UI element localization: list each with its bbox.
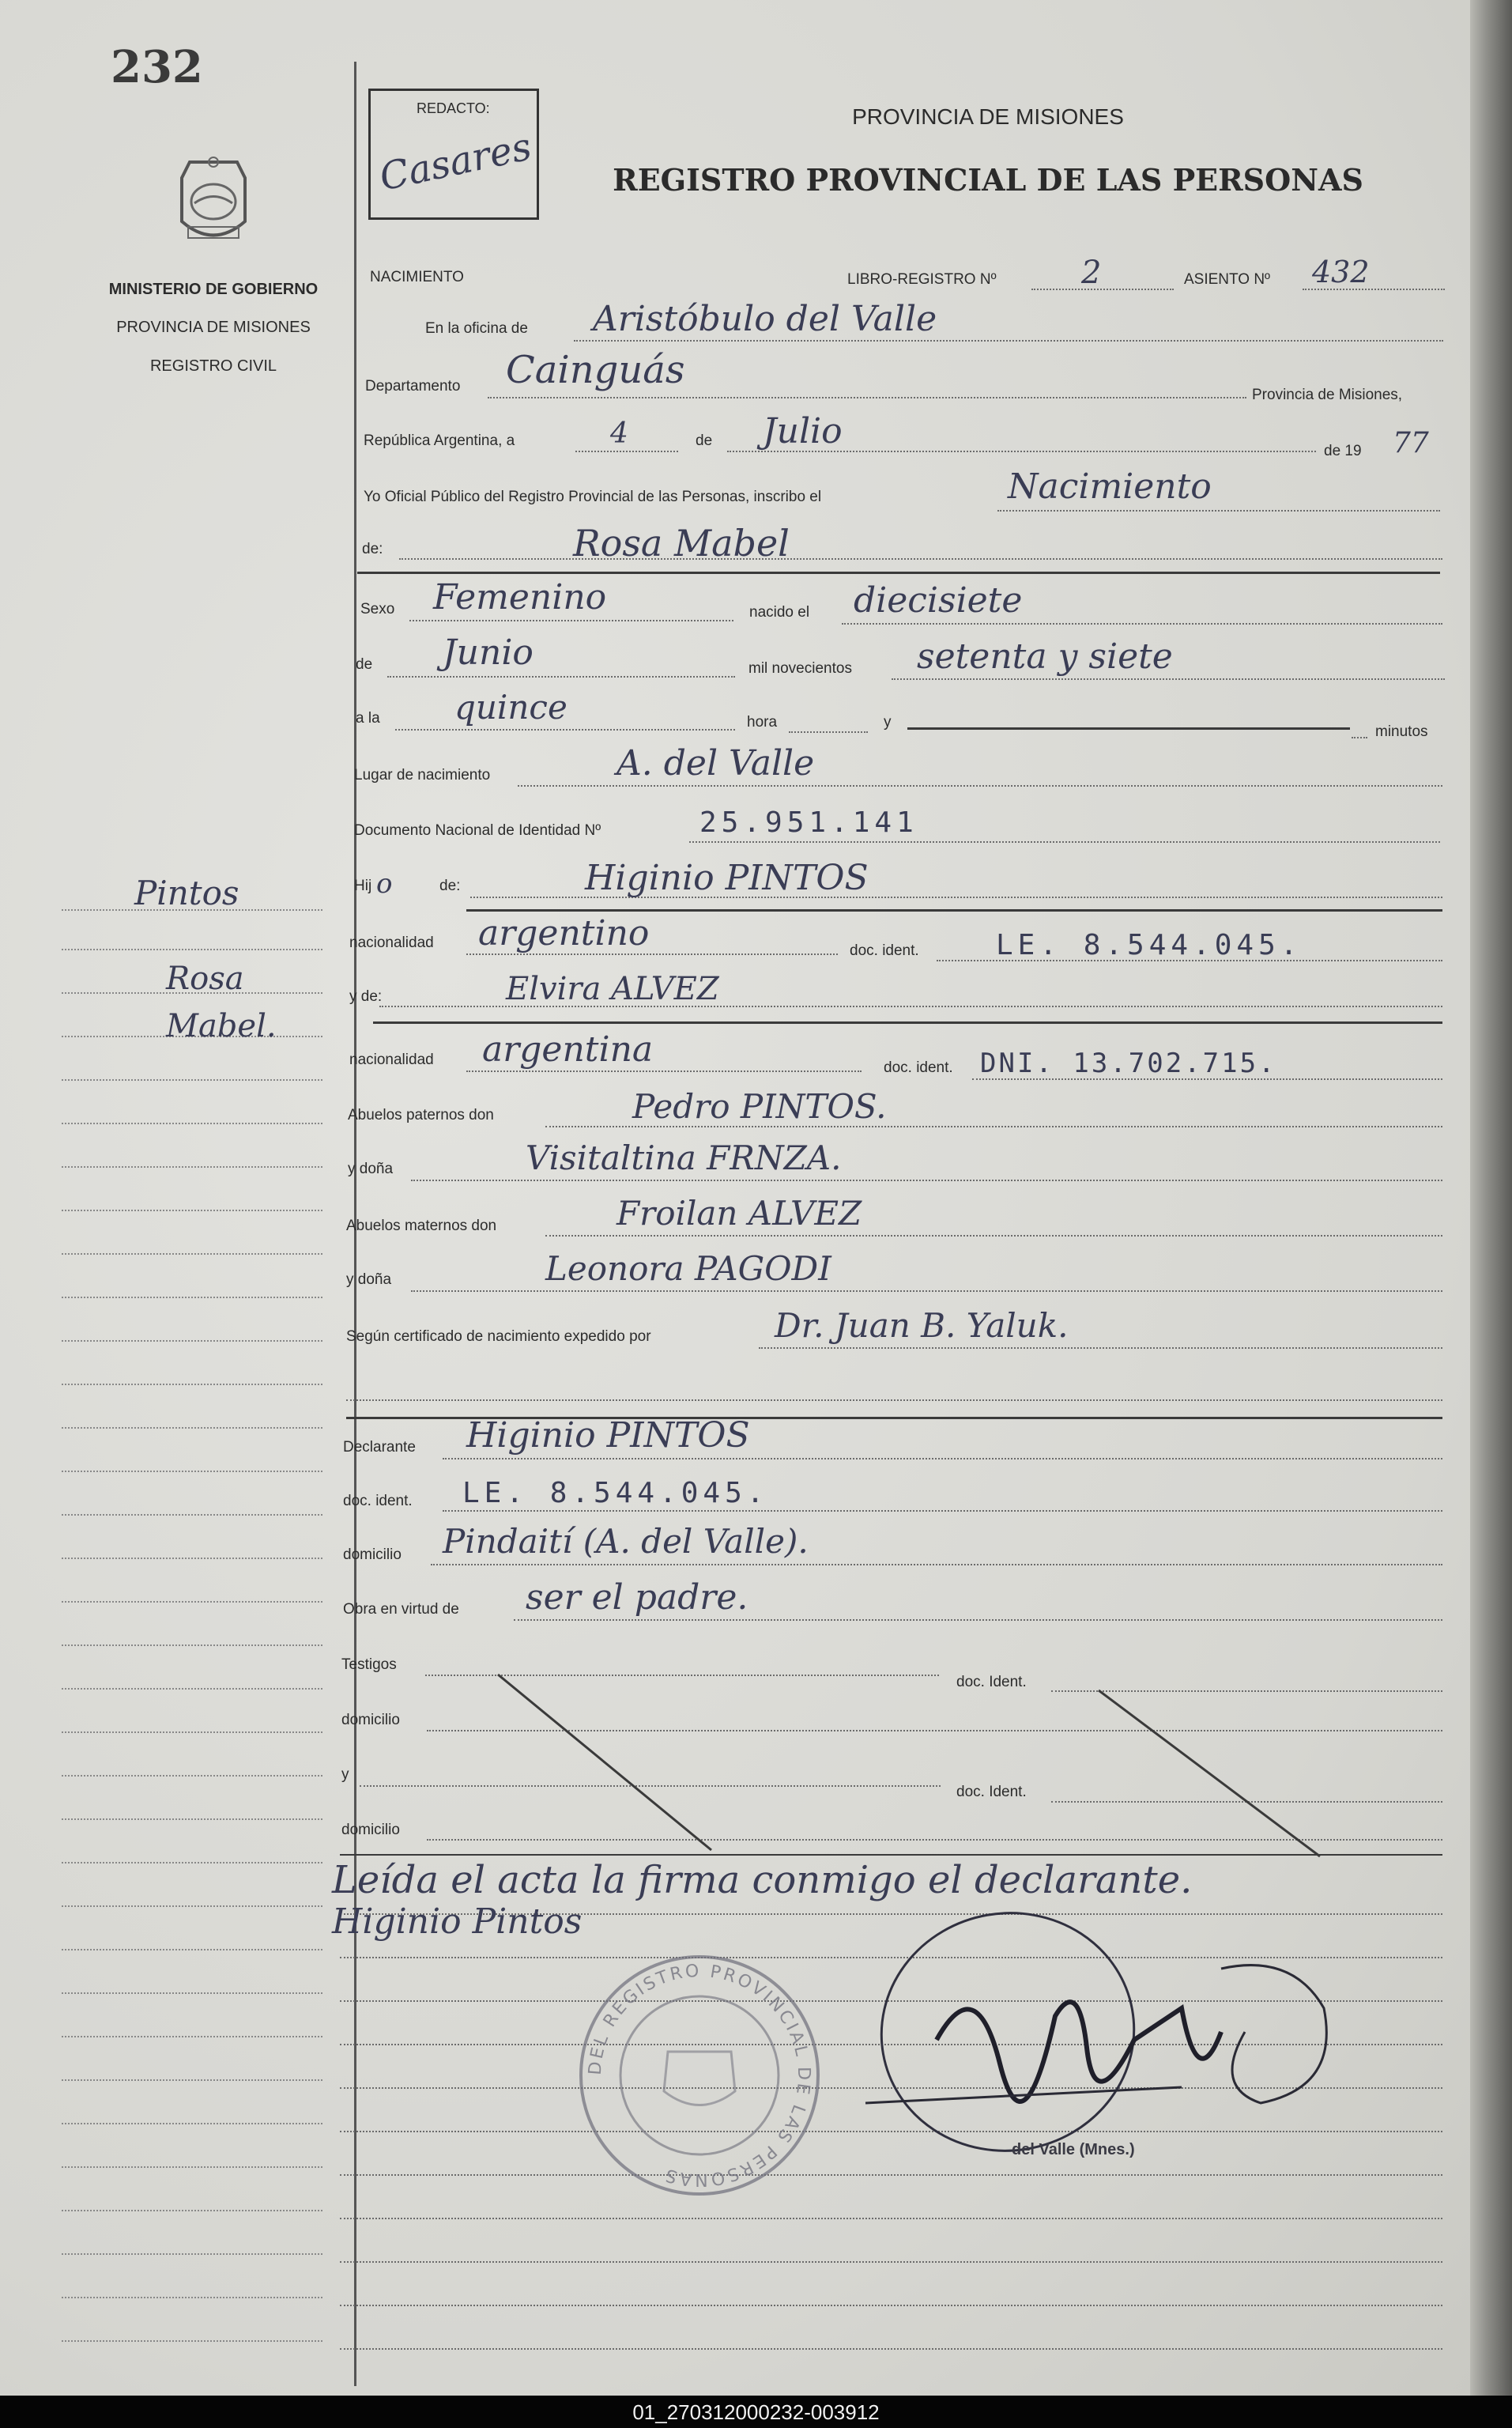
ala-label: a la (356, 710, 380, 727)
madre-value: Elvira ALVEZ (506, 971, 719, 1007)
testigos-strike (474, 1660, 1344, 1866)
provincia-suffix: Provincia de Misiones, (1252, 387, 1403, 403)
nacido-value: diecisiete (854, 580, 1023, 621)
mes-nac-value: Junio (443, 632, 534, 673)
header-province: PROVINCIA DE MISIONES (852, 104, 1124, 129)
rule-2 (466, 909, 1442, 912)
hijo-de-label: de: (439, 878, 461, 894)
rule-3 (373, 1021, 1442, 1024)
abuelo-pat-value: Pedro PINTOS. (632, 1087, 887, 1126)
testigos-label: Testigos (341, 1656, 397, 1673)
hora-value: quince (454, 688, 567, 727)
padre-nac-value: argentino (478, 913, 650, 953)
domicilio-value: Pindaití (A. del Valle). (443, 1522, 809, 1561)
dni-value: 25.951.141 (699, 806, 918, 839)
nacionalidad-label: nacionalidad (349, 935, 434, 951)
page-number: 232 (111, 41, 203, 93)
declarante-label: Declarante (343, 1439, 416, 1456)
nacido-label: nacido el (749, 604, 810, 621)
de-nombre-label: de: (362, 541, 383, 557)
test-doc2-label: doc. Ident. (956, 1784, 1027, 1800)
de-label: de (696, 432, 713, 449)
y-label: y (884, 714, 892, 731)
oficina-value: Aristóbulo del Valle (593, 299, 937, 339)
hijo-label: Hij (354, 878, 372, 894)
year-value: 77 (1393, 427, 1429, 459)
minutos-label: minutos (1375, 723, 1428, 740)
de-mes-label: de (356, 656, 373, 673)
abuelo-mat-value: Froilan ALVEZ (616, 1194, 862, 1233)
obra-label: Obra en virtud de (343, 1601, 459, 1618)
official-signature (850, 1890, 1356, 2174)
rule-1 (357, 572, 1440, 574)
abuela-pat-value: Visitaltina FRNZA. (526, 1138, 842, 1177)
declarante-value: Higinio PINTOS (466, 1415, 750, 1456)
departamento-value: Cainguás (506, 348, 685, 392)
padre-value: Higinio PINTOS (585, 858, 869, 898)
hijo-suffix: o (376, 868, 393, 900)
republica-label: República Argentina, a (364, 432, 515, 449)
asiento-value: 432 (1312, 255, 1370, 289)
domicilio-label: domicilio (343, 1546, 402, 1563)
test-domicilio2-label: domicilio (341, 1822, 400, 1838)
margin-name1: Rosa (166, 961, 244, 997)
y-dona-label-2: y doña (346, 1271, 392, 1288)
redacto-value: Casares (375, 124, 536, 200)
abuelos-pat-label: Abuelos paternos don (348, 1107, 494, 1123)
madre-doc-label: doc. ident. (884, 1059, 953, 1076)
signature-caption: del Valle (Mnes.) (1012, 2141, 1135, 2158)
closing-line2: Higinio Pintos (332, 1901, 583, 1942)
hora-label: hora (747, 714, 778, 731)
decl-doc-value: LE. 8.544.045. (462, 1477, 769, 1509)
sexo-value: Femenino (433, 577, 607, 617)
padre-doc-value: LE. 8.544.045. (996, 929, 1303, 961)
inscribo-label: Yo Oficial Público del Registro Provincial de las Personas, inscribo el (364, 489, 822, 505)
registry-stamp (573, 1949, 826, 2202)
madre-nac-value: argentina (482, 1029, 654, 1070)
dni-label: Documento Nacional de Identidad Nº (354, 822, 601, 839)
inscribo-value: Nacimiento (1008, 466, 1212, 507)
dia-value: 4 (610, 417, 628, 450)
footer-filename: 01_270312000232-003912 (632, 2400, 880, 2424)
test-y-label: y (341, 1766, 349, 1783)
record-type: NACIMIENTO (370, 269, 464, 285)
page-edge (1470, 0, 1512, 2396)
test-domicilio-label: domicilio (341, 1712, 400, 1728)
ministry-name: MINISTERIO DE GOBIERNO (108, 281, 319, 298)
abuela-mat-value: Leonora PAGODI (545, 1249, 831, 1288)
libro-label: LIBRO-REGISTRO Nº (847, 271, 997, 288)
minutes-strike (907, 727, 1350, 730)
header-title: REGISTRO PROVINCIAL DE LAS PERSONAS (613, 162, 1363, 198)
left-province: PROVINCIA DE MISIONES (116, 319, 311, 336)
mes-value: Julio (763, 411, 843, 451)
lugar-label: Lugar de nacimiento (354, 767, 491, 784)
madre-nacionalidad-label: nacionalidad (349, 1052, 434, 1068)
certificado-value: Dr. Juan B. Yaluk. (775, 1306, 1069, 1345)
left-registry: REGISTRO CIVIL (149, 357, 277, 375)
nombre-value: Rosa Mabel (573, 522, 790, 565)
test-doc-label: doc. Ident. (956, 1674, 1027, 1690)
closing-line1: Leída el acta la firma conmigo el declarante. (332, 1858, 1193, 1902)
certificado-label: Según certificado de nacimiento expedido por (346, 1328, 651, 1345)
redacto-label: REDACTO: (417, 100, 490, 116)
coat-of-arms-icon (158, 146, 269, 257)
year-prefix: de 19 (1324, 443, 1362, 459)
departamento-label: Departamento (365, 378, 461, 395)
obra-value: ser el padre. (526, 1577, 748, 1618)
lugar-value: A. del Valle (616, 743, 815, 784)
madre-doc-value: DNI. 13.702.715. (980, 1048, 1277, 1079)
anio-value: setenta y siete (917, 636, 1173, 677)
y-dona-label-1: y doña (348, 1161, 394, 1177)
asiento-label: ASIENTO Nº (1184, 271, 1270, 288)
margin-name2: Mabel. (166, 1008, 277, 1044)
sexo-label: Sexo (360, 601, 395, 617)
libro-value: 2 (1081, 255, 1102, 291)
doc-ident-label: doc. ident. (850, 942, 919, 959)
y-de-label: y de: (349, 988, 383, 1005)
mil-label: mil novecientos (748, 660, 852, 677)
oficina-label: En la oficina de (425, 320, 528, 337)
abuelos-mat-label: Abuelos maternos don (346, 1218, 497, 1234)
redacto-box (368, 89, 539, 220)
decl-doc-label: doc. ident. (343, 1493, 413, 1509)
margin-surname: Pintos (134, 874, 239, 912)
stamp-ring-text: DEL REGISTRO PROVINCIAL DE LAS PERSONAS (585, 1961, 814, 2190)
